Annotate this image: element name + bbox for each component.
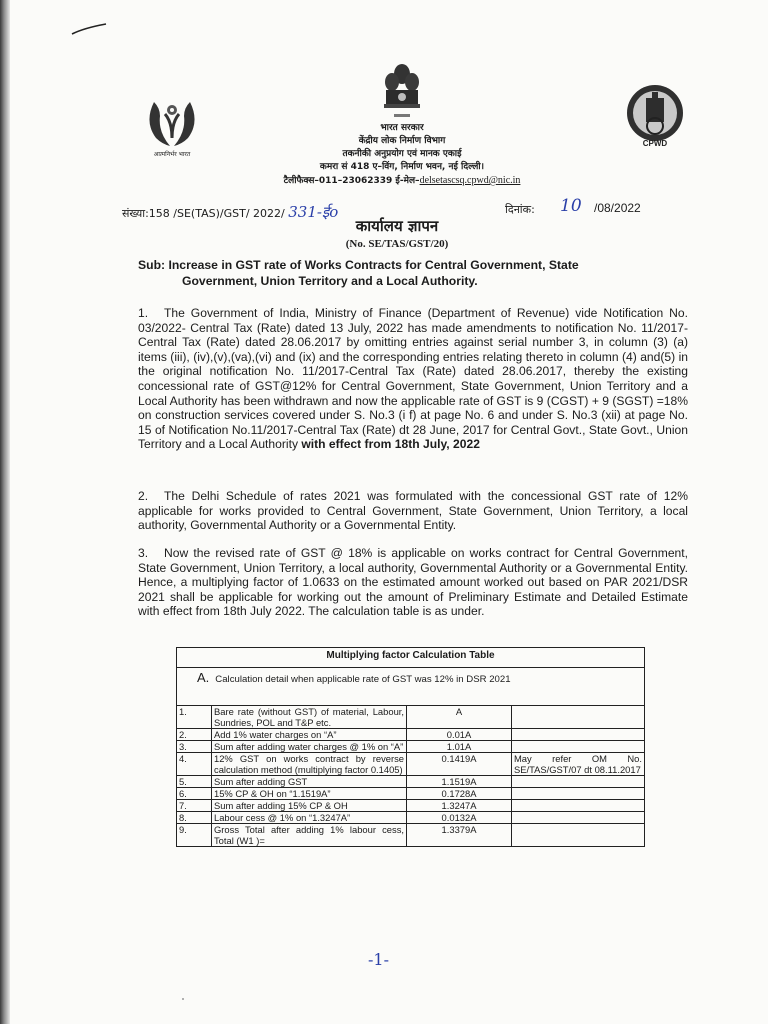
date-day-handwritten: 10 bbox=[560, 196, 582, 216]
table-row bbox=[177, 753, 645, 776]
scan-edge bbox=[0, 0, 10, 1024]
row-value: 0.1419A bbox=[407, 753, 512, 776]
row-remark bbox=[512, 788, 645, 800]
paragraph-1-number: 1. bbox=[138, 306, 149, 320]
reference-label: संख्या:158 /SE(TAS)/GST/ 2022/ bbox=[122, 207, 285, 220]
table-row bbox=[177, 788, 645, 800]
row-remark bbox=[512, 729, 645, 741]
subject bbox=[138, 257, 686, 289]
row-value: 0.0132A bbox=[407, 812, 512, 824]
row-description: Add 1% water charges on “A” bbox=[212, 729, 407, 741]
memo-number: (No. SE/TAS/GST/20) bbox=[345, 238, 449, 250]
row-remark bbox=[512, 741, 645, 753]
row-value: 0.01A bbox=[407, 729, 512, 741]
subject-line-1: Sub: Increase in GST rate of Works Contracts for Central Government, State bbox=[138, 258, 579, 272]
memo-title: कार्यालय ज्ञापन bbox=[355, 217, 439, 235]
paragraph-1-effective-date: with effect from 18th July, 2022 bbox=[301, 437, 480, 452]
table-row bbox=[177, 800, 645, 812]
table-row bbox=[177, 706, 645, 729]
office-header bbox=[250, 122, 554, 188]
cpwd-logo-text: CPWD bbox=[642, 139, 668, 148]
header-line-3: तकनीकी अनुप्रयोग एवं मानक एकाई bbox=[342, 149, 462, 159]
paragraph-2-text: The Delhi Schedule of rates 2021 was formulated with the concessional GST rate of 12% applicable for works provided to Central Government, State Government, Union Territory, a local authority, Governmental Authority or a Governmental Entity. bbox=[138, 489, 688, 533]
section-text: Calculation detail when applicable rate of GST was 12% in DSR 2021 bbox=[215, 674, 511, 685]
row-description: Gross Total after adding 1% labour cess, Total (W1 )= bbox=[212, 824, 407, 847]
header-line-1: भारत सरकार bbox=[380, 123, 424, 133]
table-row bbox=[177, 812, 645, 824]
row-remark bbox=[512, 812, 645, 824]
header-line-2: केंद्रीय लोक निर्माण विभाग bbox=[358, 136, 446, 146]
table-row bbox=[177, 741, 645, 753]
section-lead: A. bbox=[197, 670, 210, 685]
row-number: 2. bbox=[177, 729, 212, 741]
page-number: -1- bbox=[368, 950, 389, 969]
row-description: Bare rate (without GST) of material, Labour, Sundries, POL and T&P etc. bbox=[212, 706, 407, 729]
paragraph-1-text: The Government of India, Ministry of Finance (Department of Revenue) vide Notification No. 03/2022- Central Tax (Rate) dated 13 July, 2022 has made amendments to notification No. 11/2017-Central Tax (Rate) dated 28.06.2017 by omitting entries against serial number 3, in column (3) (a) items (iii), (iv),(v),(va),(vi) and (ix) and the corresponding entries relating thereto in column (4) and(5) in the original notification No. 11/2017-Central Tax (Rate) dated 28.06.2017, thereby the existing concessional rate of GST@12% for Central Government, State Government, Union Territory and a Local Authority has been withdrawn and now the applicable rate of GST is 9 (CGST) + 9 (SGST) =18% on construction services covered under S. No.3 (i f) at page No. 6 and under S. No.3 (xii) at page No. 15 of Notification No.11/2017-Central Tax (Rate) dt 28 June, 2017 for Central Govt., State Govt., Union Territory and a Local Authority bbox=[138, 306, 688, 452]
row-description: Sum after adding GST bbox=[212, 776, 407, 788]
date-label: दिनांक: bbox=[505, 203, 535, 216]
paragraph-3-number: 3. bbox=[138, 546, 149, 560]
row-description: Sum after adding 15% CP & OH bbox=[212, 800, 407, 812]
row-number: 5. bbox=[177, 776, 212, 788]
aatmanirbhar-bharat-logo-icon bbox=[140, 92, 204, 154]
row-value: 1.01A bbox=[407, 741, 512, 753]
multiplying-factor-table bbox=[176, 647, 645, 847]
reference-handwritten: 331-ईo bbox=[288, 203, 339, 221]
table-row bbox=[177, 824, 645, 847]
left-logo-caption: आत्मनिर्भर भारत bbox=[153, 151, 191, 158]
row-remark bbox=[512, 706, 645, 729]
row-value: 1.3379A bbox=[407, 824, 512, 847]
row-number: 7. bbox=[177, 800, 212, 812]
national-emblem-icon bbox=[380, 60, 424, 124]
paragraph-3 bbox=[138, 546, 688, 619]
contact-prefix: टैलीफैक्स–011–23062339 ई-मेल– bbox=[283, 176, 420, 186]
row-remark bbox=[512, 776, 645, 788]
row-number: 6. bbox=[177, 788, 212, 800]
row-remark bbox=[512, 800, 645, 812]
subject-line-2: Government, Union Territory and a Local Authority. bbox=[182, 274, 478, 288]
row-value: 1.1519A bbox=[407, 776, 512, 788]
row-value: 0.1728A bbox=[407, 788, 512, 800]
table-row bbox=[177, 729, 645, 741]
row-remark bbox=[512, 824, 645, 847]
paragraph-2-number: 2. bbox=[138, 489, 149, 503]
table-row bbox=[177, 776, 645, 788]
email-link[interactable]: delsetascsq.cpwd@nic.in bbox=[419, 175, 521, 186]
header-contact bbox=[250, 174, 554, 188]
row-remark: May refer OM No. SE/TAS/GST/07 dt 08.11.2017 bbox=[512, 753, 645, 776]
row-number: 4. bbox=[177, 753, 212, 776]
table-section-a bbox=[177, 668, 645, 700]
row-value: 1.3247A bbox=[407, 800, 512, 812]
scan-speck bbox=[182, 998, 184, 1000]
pen-mark bbox=[70, 22, 110, 36]
row-value: A bbox=[407, 706, 512, 729]
row-description: 12% GST on works contract by reverse calculation method (multiplying factor 0.1405) bbox=[212, 753, 407, 776]
header-line-4: कमरा सं 418 ए–विंग, निर्माण भवन, नई दिल्ली। bbox=[319, 162, 485, 172]
table-title: Multiplying factor Calculation Table bbox=[177, 648, 645, 668]
row-description: Sum after adding water charges @ 1% on “A” bbox=[212, 741, 407, 753]
cpwd-logo-icon bbox=[622, 82, 688, 148]
row-number: 8. bbox=[177, 812, 212, 824]
reference-number bbox=[122, 202, 338, 222]
date-month-year: /08/2022 bbox=[594, 201, 641, 215]
paragraph-1 bbox=[138, 306, 688, 452]
table-body bbox=[177, 706, 645, 847]
row-description: 15% CP & OH on “1.1519A” bbox=[212, 788, 407, 800]
row-description: Labour cess @ 1% on “1.3247A” bbox=[212, 812, 407, 824]
row-number: 3. bbox=[177, 741, 212, 753]
paragraph-2 bbox=[138, 489, 688, 533]
row-number: 9. bbox=[177, 824, 212, 847]
paragraph-3-text: Now the revised rate of GST @ 18% is applicable on works contract for Central Government, State Government, Union Territory, a local authority, Governmental Authority or a Governmental Entity. Hence, a multiplying factor of 1.0633 on the estimated amount worked out based on PAR 2021/DSR 2021 shall be applicable for working out the amount of Preliminary Estimate and Detailed Estimate with effect from 18th July 2022. The calculation table is as under. bbox=[138, 546, 688, 619]
row-number: 1. bbox=[177, 706, 212, 729]
